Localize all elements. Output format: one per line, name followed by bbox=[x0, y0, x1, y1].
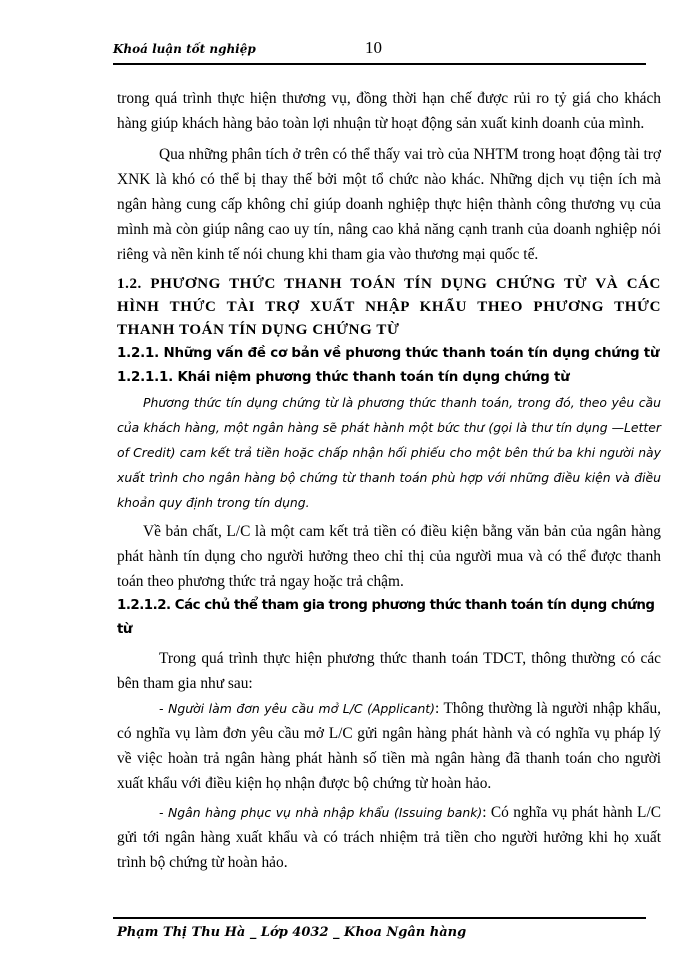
paragraph-role-of-banks: Qua những phân tích ở trên có thể thấy vai trò của NHTM trong hoạt động tài trợ XNK là khó có thể bị thay thế bởi một tổ chức nào khác. Những dịch vụ tiện ích mà ngân hàng cung cấp không chỉ giúp doanh nghiệp thực hiện thành công thương vụ của mình mà còn giúp nâng cao uy tín, nâng cao khả năng cạnh tranh của doanh nghiệp nói riêng và nền kinh tế nói chung khi tham gia vào thương mại quốc tế. bbox=[117, 146, 661, 263]
page-header bbox=[113, 38, 646, 62]
issuing-bank-label: - Ngân hàng phục vụ nhà nhập khẩu (Issuing bank) bbox=[159, 805, 483, 820]
list-item-issuing-bank bbox=[117, 800, 661, 875]
subsection-heading-1-2-1-2: 1.2.1.2. Các chủ thể tham gia trong phương thức thanh toán tín dụng chứng từ bbox=[117, 598, 655, 637]
paragraph-continuation: trong quá trình thực hiện thương vụ, đồng thời hạn chế được rủi ro tỷ giá cho khách hàng giúp khách hàng bảo toàn lợi nhuận từ hoạt động sản xuất kinh doanh của mình. bbox=[117, 90, 661, 132]
page-number: 10 bbox=[365, 38, 382, 57]
list-item-applicant bbox=[117, 696, 661, 796]
header-divider bbox=[113, 63, 646, 65]
footer-divider bbox=[113, 917, 646, 919]
paragraph-parties-intro: Trong quá trình thực hiện phương thức thanh toán TDCT, thông thường có các bên tham gia như sau: bbox=[117, 650, 661, 692]
applicant-text: : Thông thường là người nhập khẩu, có nghĩa vụ làm đơn yêu cầu mở L/C gửi ngân hàng phát hành và có nghĩa vụ pháp lý về việc hoàn trả ngân hàng phát hành số tiền mà ngân hàng đã thanh toán cho người xuất khẩu với điều kiện họ nhận được bộ chứng từ hoàn hảo. bbox=[117, 700, 662, 792]
subsection-heading-1-2-1: 1.2.1. Những vấn đề cơ bản về phương thức thanh toán tín dụng chứng từ bbox=[117, 346, 660, 361]
issuing-bank-text: : Có nghĩa vụ phát hành L/C gửi tới ngân hàng xuất khẩu và có trách nhiệm trả tiền cho người hưởng khi họ xuất trình bộ chứng từ hoàn hảo. bbox=[117, 804, 661, 871]
applicant-label: - Người làm đơn yêu cầu mở L/C (Applicant) bbox=[159, 701, 435, 716]
paragraph-nature: Về bản chất, L/C là một cam kết trả tiền có điều kiện bằng văn bản của ngân hàng phát hành tín dụng cho người hưởng theo chỉ thị của người mua và có thể được thanh toán theo phương thức trả ngay hoặc trả chậm. bbox=[117, 523, 661, 590]
header-title: Khoá luận tốt nghiệp bbox=[113, 42, 256, 56]
definition-paragraph: Phương thức tín dụng chứng từ là phương thức thanh toán, trong đó, theo yêu cầu của khách hàng, một ngân hàng sẽ phát hành một bức thư (gọi là thư tín dụng —Letter of Credit) cam kết trả tiền hoặc chấp nhận hối phiếu cho một bên thứ ba khi người này xuất trình cho ngân hàng bộ chứng từ thanh toán phù hợp với những điều kiện và điều khoản quy định trong tín dụng. bbox=[117, 395, 661, 510]
page-footer: Phạm Thị Thu Hà _ Lớp 4032 _ Khoa Ngân hàng bbox=[117, 925, 467, 940]
section-heading-1-2: 1.2. PHƯƠNG THỨC THANH TOÁN TÍN DỤNG CHỨNG TỪ VÀ CÁC HÌNH THỨC TÀI TRỢ XUẤT NHẬP KHẨU THEO PHƯƠNG THỨC THANH TOÁN TÍN DỤNG CHỨNG TỪ bbox=[117, 276, 661, 338]
page-body bbox=[117, 86, 661, 875]
subsection-heading-1-2-1-1: 1.2.1.1. Khái niệm phương thức thanh toán tín dụng chứng từ bbox=[117, 370, 570, 385]
